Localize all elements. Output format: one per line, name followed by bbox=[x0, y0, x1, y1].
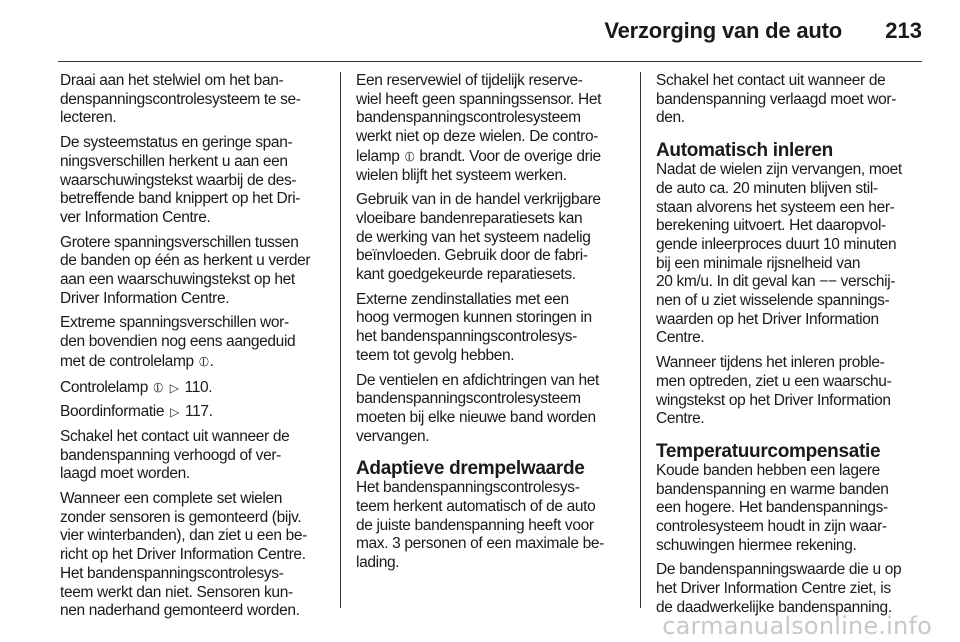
paragraph: Externe zendinstallaties met een hoog vermogen kunnen storingen in het bandenspanningscontrolesys- teem tot gevolg hebben. bbox=[356, 290, 592, 364]
text-column-1 bbox=[60, 72, 330, 627]
tire-pressure-lamp-icon: ⦶ bbox=[404, 147, 415, 164]
paragraph: Grotere spanningsverschillen tussen de banden op één as herkent u verder aan een waarschuwingstekst op het Driver Information Centre. bbox=[60, 233, 311, 307]
paragraph: Wanneer tijdens het inleren proble- men optreden, ziet u een waarschu- wingstekst op het Driver Information Centre. bbox=[656, 354, 892, 428]
header-divider bbox=[58, 61, 922, 62]
paragraph: Een reservewiel of tijdelijk reserve- wiel heeft geen spanningssensor. Het bandenspanningscontrolesysteem werkt niet op deze wielen. De contro- lelamp ⦶ brandt. Voor de overige drie wielen blijft het systeem werken. bbox=[356, 72, 602, 184]
page-number: 213 bbox=[885, 18, 922, 43]
paragraph: Draai aan het stelwiel om het ban- denspanningscontrolesysteem te se- lecteren. bbox=[60, 72, 301, 127]
paragraph: Controlelamp ⦶ ▷ 110. bbox=[60, 378, 213, 396]
paragraph: Wanneer een complete set wielen zonder sensoren is gemonteerd (bijv. vier winterbanden), dan ziet u een be- richt op het Driver Information Centre. Het bandenspanningscontrolesys- teem werkt dan niet. Sensoren kun- nen naderhand gemonteerd worden. bbox=[60, 490, 307, 620]
text-column-3 bbox=[656, 72, 926, 624]
tire-pressure-lamp-icon: ⦶ bbox=[152, 378, 163, 395]
paragraph: De ventielen en afdichtringen van het bandenspanningscontrolesysteem moeten bij elke nieuwe band worden vervangen. bbox=[356, 371, 599, 445]
paragraph: Schakel het contact uit wanneer de bandenspanning verhoogd of ver- laagd moet worden. bbox=[60, 427, 290, 483]
paragraph: Het bandenspanningscontrolesys- teem herkent automatisch of de auto de juiste bandenspanning heeft voor max. 3 personen of een maximale be- lading. bbox=[356, 479, 604, 572]
page-header bbox=[0, 0, 960, 62]
column-divider bbox=[640, 72, 641, 608]
column-divider bbox=[340, 72, 341, 608]
watermark: carmanualsonline.info bbox=[662, 612, 932, 640]
section-heading: Automatisch inleren bbox=[656, 140, 833, 162]
paragraph: Gebruik van in de handel verkrijgbare vloeibare bandenreparatiesets kan de werking van het systeem nadelig beïnvloeden. Gebruik door de fabri- kant goedgekeurde reparatiesets. bbox=[356, 191, 601, 284]
page-reference-icon: ▷ bbox=[170, 405, 180, 420]
paragraph: Schakel het contact uit wanneer de bandenspanning verlaagd moet wor- den. bbox=[656, 72, 897, 127]
section-heading: Adaptieve drempelwaarde bbox=[356, 458, 585, 480]
paragraph: Koude banden hebben een lagere bandenspanning en warme banden een hogere. Het bandenspannings- controlesysteem houdt in zijn waar- schuwingen hiermee rekening. bbox=[656, 461, 889, 554]
paragraph: Nadat de wielen zijn vervangen, moet de auto ca. 20 minuten blijven stil- staan alvorens het systeem een her- berekening uitvoert. Het daaropvol- gende inleerproces duurt 10 minuten bij een minimale rijsnelheid van 20 km/u. In dit geval kan −− verschij- nen of u ziet wisselende spannings- waarden op het Driver Information Centre. bbox=[656, 161, 902, 347]
paragraph: Extreme spanningsverschillen wor- den bovendien nog eens aangeduid met de controlelamp ⦶. bbox=[60, 314, 296, 370]
page-reference-icon: ▷ bbox=[169, 380, 179, 395]
paragraph: De systeemstatus en geringe span- ningsverschillen herkent u aan een waarschuwingstekst waarbij de des- betreffende band knippert op het Dri- ver Information Centre. bbox=[60, 134, 301, 226]
paragraph: De bandenspanningswaarde die u op het Driver Information Centre ziet, is de daadwerkelijke bandenspanning. bbox=[656, 561, 902, 616]
section-heading: Temperatuurcompensatie bbox=[656, 440, 881, 462]
paragraph: Boordinformatie ▷ 117. bbox=[60, 403, 213, 421]
page-title: Verzorging van de auto bbox=[604, 18, 842, 43]
text-column-2 bbox=[356, 72, 626, 579]
tire-pressure-lamp-icon: ⦶ bbox=[198, 352, 209, 369]
